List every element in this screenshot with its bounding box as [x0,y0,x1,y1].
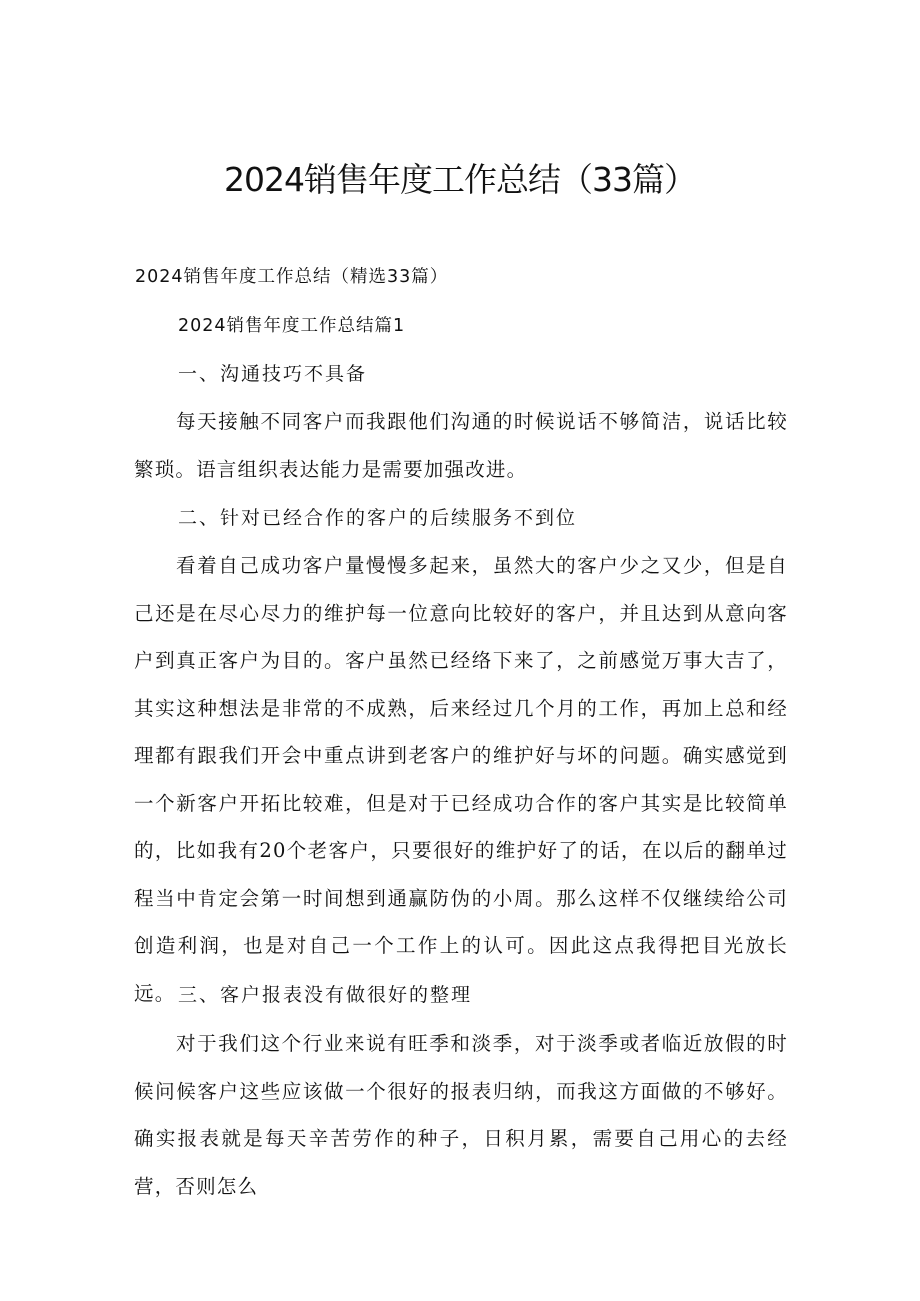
paragraph-follow-up-service: 看着自己成功客户量慢慢多起来，虽然大的客户少之又少，但是自己还是在尽心尽力的维护每一位意向比较好的客户，并且达到从意向客户到真正客户为目的。客户虽然已经络下来了，之前感觉万事大吉了，其实这种想法是非常的不成熟，后来经过几个月的工作，再加上总和经理都有跟我们开会中重点讲到老客户的维护好与坏的问题。确实感觉到一个新客户开拓比较难，但是对于已经成功合作的客户其实是比较简单的，比如我有20个老客户，只要很好的维护好了的话，在以后的翻单过程当中肯定会第一时间想到通赢防伪的小周。那么这样不仅继续给公司创造利润，也是对自己一个工作上的认可。因此这点我得把目光放长远。 [134,554,788,1005]
paragraph-customer-reports: 对于我们这个行业来说有旺季和淡季，对于淡季或者临近放假的时候问候客户这些应该做一个很好的报表归纳，而我这方面做的不够好。确实报表就是每天辛苦劳作的种子，日积月累，需要自己用心的去经营，否则怎么 [134,1032,788,1198]
document-title: 2024销售年度工作总结（33篇） [224,160,696,199]
paragraph-communication: 每天接触不同客户而我跟他们沟通的时候说话不够简洁，说话比较繁琐。语言组织表达能力是需要加强改进。 [134,410,788,481]
document-subtitle: 2024销售年度工作总结（精选33篇） [135,267,449,287]
heading-follow-up-service: 二、针对已经合作的客户的后续服务不到位 [178,507,578,529]
section-title: 2024销售年度工作总结篇1 [178,316,406,336]
heading-customer-reports: 三、客户报表没有做很好的整理 [178,984,473,1006]
heading-communication-skills: 一、沟通技巧不具备 [178,363,368,385]
